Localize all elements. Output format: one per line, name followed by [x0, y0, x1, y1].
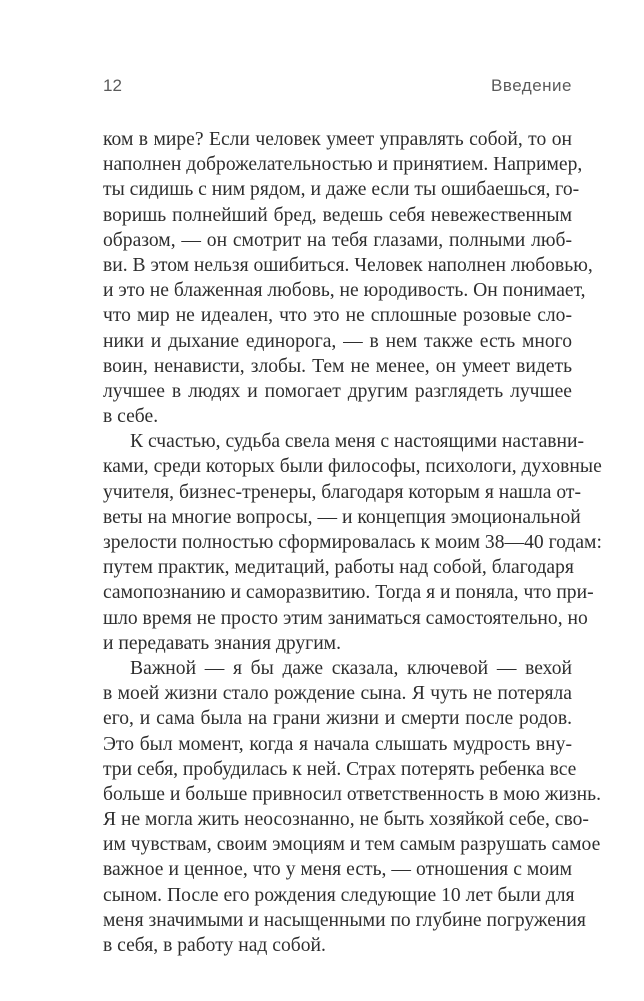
text-line: К счастью, судьба свела меня с настоящими наставни-: [130, 431, 585, 453]
text-line: что мир не идеален, что это не сплошные розовые сло-: [103, 305, 572, 327]
paragraph: [103, 429, 602, 656]
text-line: путем практик, медитаций, работы над собой, благодаря: [103, 557, 574, 579]
text-line: в себя, в работу над собой.: [103, 935, 326, 956]
text-line: шло время не просто этим заниматься самостоятельно, но: [103, 607, 588, 629]
paragraph: [103, 656, 601, 958]
text-line: Важной — я бы даже сказала, ключевой — вехой: [130, 657, 572, 679]
text-line: веты на многие вопросы, — и концепция эмоциональной: [103, 506, 581, 528]
text-line: им чувствам, своим эмоциям и тем самым разрушать самое: [103, 834, 601, 856]
text-line: сыном. После его рождения следующие 10 лет были для: [103, 884, 575, 906]
text-line: ники и дыхание единорога, — в нем также есть много: [103, 330, 572, 352]
text-line: больше и больше привносил ответственность в мою жизнь.: [103, 783, 601, 805]
text-line: три себя, пробудилась к ней. Страх потерять ребенка все: [103, 758, 577, 780]
page-header: [103, 76, 572, 100]
text-line: воришь полнейший бред, ведешь себя невежественным: [103, 204, 572, 226]
text-line: в моей жизни стало рождение сына. Я чуть не потеряла: [103, 683, 572, 705]
text-line: наполнен доброжелательностью и принятием. Например,: [103, 154, 583, 176]
text-line: и это не блаженная любовь, не юродивость. Он понимает,: [103, 280, 586, 302]
text-line: ками, среди которых были философы, психологи, духовные: [103, 456, 602, 478]
running-title: Введение: [491, 76, 572, 95]
body-text: [103, 127, 602, 958]
text-line: его, и сама была на грани жизни и смерти после родов.: [103, 708, 572, 730]
text-line: образом, — он смотрит на тебя глазами, полными люб-: [103, 229, 572, 251]
paragraph: [103, 127, 593, 429]
text-line: и передавать знания другим.: [103, 632, 341, 654]
text-line: ком в мире? Если человек умеет управлять собой, то он: [103, 129, 572, 150]
text-line: меня значимыми и насыщенными по глубине погружения: [103, 909, 586, 931]
text-line: в себе.: [103, 406, 159, 428]
text-line: учителя, бизнес-тренеры, благодаря которым я нашла от-: [103, 481, 582, 503]
text-line: воин, ненависти, злобы. Тем не менее, он умеет видеть: [103, 355, 572, 377]
text-line: лучшее в людях и помогает другим разглядеть лучшее: [103, 380, 572, 402]
text-line: зрелости полностью сформировалась к моим 38—40 годам:: [103, 532, 602, 553]
page-number: 12: [103, 76, 122, 95]
text-line: ви. В этом нельзя ошибиться. Человек наполнен любовью,: [103, 254, 593, 276]
text-line: Это был момент, когда я начала слышать мудрость вну-: [103, 733, 572, 755]
text-line: важное и ценное, что у меня есть, — отношения с моим: [103, 859, 572, 881]
text-line: ты сидишь с ним рядом, и даже если ты ошибаешься, го-: [103, 179, 580, 201]
text-line: самопознанию и саморазвитию. Тогда я и поняла, что при-: [103, 582, 594, 604]
text-line: Я не могла жить неосознанно, не быть хозяйкой себе, сво-: [103, 809, 589, 831]
